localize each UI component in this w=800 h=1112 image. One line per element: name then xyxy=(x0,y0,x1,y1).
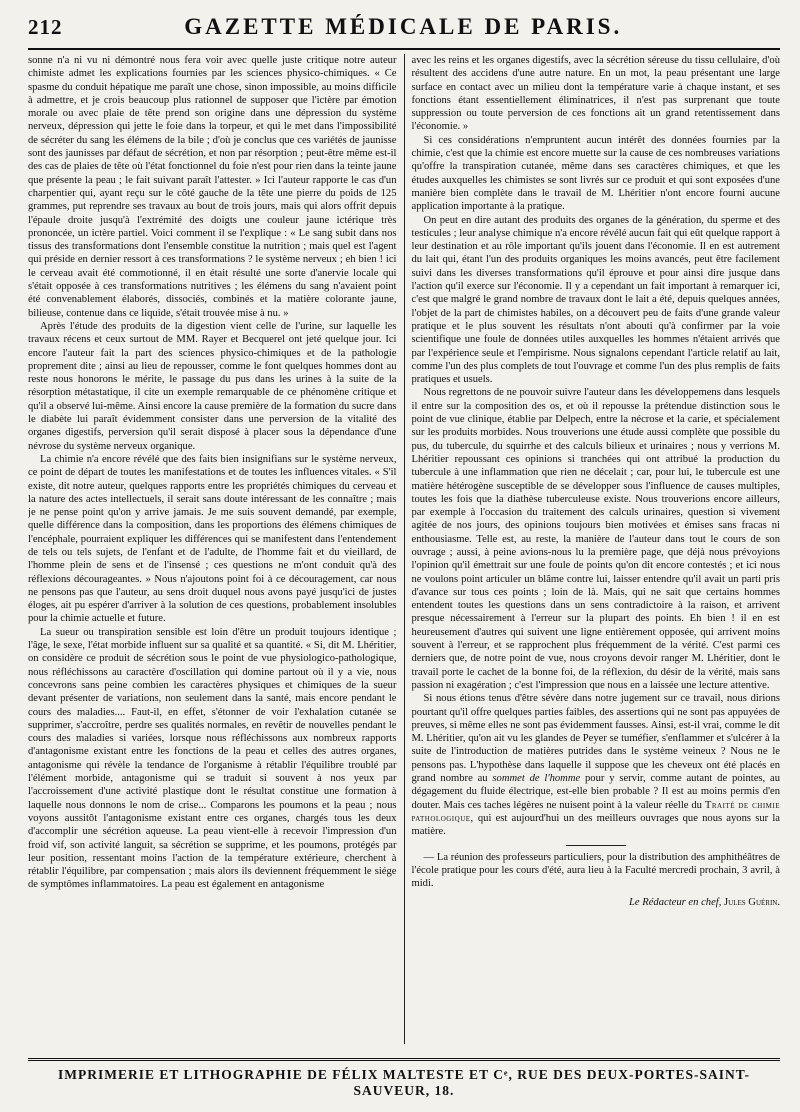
journal-title: GAZETTE MÉDICALE DE PARIS. xyxy=(184,14,623,39)
page-number: 212 xyxy=(28,15,63,39)
printer-imprint: IMPRIMERIE ET LITHOGRAPHIE DE FÉLIX MALTESTE ET Cᵉ, RUE DES DEUX-PORTES-SAINT-SAUVEUR, 18. xyxy=(28,1058,780,1099)
left-paragraph-4: La sueur ou transpiration sensible est loin d'être un produit toujours identique ; l'âge, le sexe, l'état morbide influent sur sa qualité et sa quantité. « Si, dit M. Lhéritier, on considère ce produit de sécrétion sous le point de vue physiologico-pathologique, nous réfléchissons au caractère d'oscillation qui domine partout où il y a vie, nous concevrons sans peine combien les caractères physiques et chimiques de la sueur devant présenter de variations, non seulement dans la santé, mais encore pendant le cours des maladies.... Faut-il, en effet, s'étonner de voir l'exhalation cutanée se supprimer, s'accroître, perdre ses qualités normales, en revêtir de nouvelles pendant le cours des maladies si variées, lorsque nous réfléchissons aux nombreux rapports d'antagonisme existant entre les fonctions de la peau et celles des autres organes, antagonisme qui révèle la tendance de l'organisme à rétablir l'équilibre troublé par l'élément morbide, antagonisme qui se traduit si souvent à nos yeux par l'accroissement d'une activité plastique dont le résultat constitue une formation à laquelle nous donnons le nom de crise... Comparons les poumons et la peau ; nous voyons aussitôt l'antagonisme existant entre ces organes, chargés tous les deux d'accomplir une sécrétion aqueuse. La peau vient-elle à recevoir l'impression d'un froid vif, son activité languit, sa sécrétion se supprime, et les poumons, protégés par leur position, ressentant moins l'action de la température extérieure, cherchent à rétablir l'équilibre, par compensation ; mais alors ils deviennent fréquemment le siége de symptômes inflammatoires. La peau est également en antagonisme xyxy=(28,626,397,891)
right-paragraph-4: Nous regrettons de ne pouvoir suivre l'auteur dans les développemens dans lesquels il entre sur la composition des os, et où il repousse la prétendue distinction sous le point de vue clinique, établie par Delpech, entre la nécrose et la carie, et spécialement sur les produits morbides. Nous trouverions une étude aussi complète que possible du pus, du tubercule, du squirrhe et des calculs bilieux et urinaires ; nous y verrions M. Lhéritier repoussant ces opinions si tranchées qui ont attribué la production du tubercule à une inflammation que rien ne décelait ; car, pour lui, le tubercule est une matière hétérogène susceptible de se développer sous l'influence de causes multiples, toutes les fois que la diathèse tuberculeuse existe. Nous trouverions encore ailleurs, par exemple à l'occasion du traitement des calculs urinaires, question si vivement agitée de nos jours, des opinions toujours bien motivées et émises sans fracas ni enthousiasme. Telle est, au reste, la manière de l'auteur dans tout le cours de son ouvrage ; aussi, à peine avions-nous lu la première page, que déjà nous prévoyions l'opinion qu'il émettrait sur une foule de points qu'on dit encore contestés ; et ici nous ne voulons point articuler un blâme contre lui, laisser entendre qu'il avait un parti pris d'avance sur tous ces points ; loin de là. Mais, qui ne sait que certains hommes entendent toutes les questions dans un sens contradictoire à la raison, et arrivent presque nécessairement à l'erreur sur la plupart des points. Eh bien ! il en est heureusement d'autres qui suivent une ligne entièrement opposée, qui arrivent moins souvent à l'erreur, et se rapprochent plus fréquemment de la vérité. C'est parmi ces derniers que, de notre point de vue, nous croyons devoir ranger M. Lhéritier, dont le travail porte le cachet de la bonne foi, de la réflexion, du désir de la vérité, mais sans passion ni exagération ; c'est l'impression que nous en a laissée une lecture attentive. xyxy=(411,387,780,691)
editor-signature xyxy=(412,896,781,909)
right-column xyxy=(405,54,781,1044)
right-paragraph-2: Si ces considérations n'empruntent aucun intérêt des données fournies par la chimie, c'est que la chimie est encore muette sur la cause de ces nombreuses variations qu'offre la transpiration cutanée, même dans ses caractères chimiques, et que les études auxquelles les chimistes se sont livrés sur ce produit et qui sont exposées d'une manière bien complète dans le travail de M. Lhéritier n'ont encore fourni aucune application importante à la pratique. xyxy=(411,134,780,213)
left-column xyxy=(28,54,405,1044)
paragraph-5-text-b: pour y servir, comme autant de pointes, au dégagement du fluide électrique, est-elle bien probable ? Il est au moins permis d'en douter. Mais ces taches légères ne nuisent point à la valeur réelle du xyxy=(411,773,780,811)
newspaper-page xyxy=(28,14,780,1104)
paragraph-5-text-a: Si nous étions tenus d'être sévère dans notre jugement sur ce travail, nous dirions pourtant qu'il offre quelques parties faibles, des assertions qui ne sont pas appuyées de preuves, si même elles ne sont pas évidemment fausses. Ainsi, est-il vrai, comme le dit M. Lhéritier, qu'on ait vu les glandes de Peyer se tuméfier, s'enflammer et s'ulcérer à la suite de l'introduction de matières putrides dans le système veineux ? Nous ne le pensons pas. L'hypothèse dans laquelle il suppose que les cheveux ont été placés en grand nombre au xyxy=(411,693,780,785)
meeting-notice: — La réunion des professeurs particuliers, pour la distribution des amphithéâtres de l'école pratique pour les cours d'été, aura lieu à la Faculté mercredi prochain, 3 avril, à midi. xyxy=(411,851,780,890)
book-title: Traité de chimie pathologique, xyxy=(411,799,780,824)
paragraph-5-emphasis: sommet de l'homme xyxy=(492,773,581,785)
left-paragraph-3: La chimie n'a encore révélé que des faits bien insignifians sur le système nerveux, ce point de départ de toutes les manifestations et de toutes les influences vitales. « S'il existe, dit notre auteur, quelques rapports entre les propriétés chimiques du cerveau et la nature des actes intellectuels, il serait sans doute intéressant de les connaître ; mais je ne pense point qu'on y arrive jamais. Je me suis souvent demandé, par exemple, quelle différence dans la composition, dans les proportions des élémens chimiques de l'encéphale, pourraient expliquer les différences qui se manifestent dans l'entendement de tels ou tels sujets, de l'enfant et de l'adulte, de l'homme fait et du vieillard, de l'homme plein de sens et de l'insensé ; ces questions ne m'ont conduit qu'à des réflexions décourageantes. » Nous n'ajoutons point foi à ce découragement, car nous ne pensons pas que l'auteur, au sens droit duquel nous avons payé jusqu'ici de justes éloges, ait pu espérer d'arriver à la solution de ces questions, probablement insolubles pour la chimie actuelle et future. xyxy=(28,453,397,625)
left-paragraph-2: Après l'étude des produits de la digestion vient celle de l'urine, sur laquelle les travaux récens et ceux surtout de MM. Rayer et Becquerel ont jeté quelque jour. Ici encore l'auteur fait la part des sciences physico-chimiques et de la pathologie proprement dite ; ainsi au lieu de repousser, comme le font quelques hommes dont au reste nous honorons le mérite, le passage du pus dans les urines à la suite de la résorption métastatique, il cite un exemple remarquable de ce phénomène critique et qu'il a observé lui-même. Ainsi encore la cause première de la formation du sucre dans le diabète lui paraît évidemment consister dans une perversion de la vitalité des organes digestifs, perversion qu'il serait disposé à placer sous la dépendance d'une névrose du système nerveux organique. xyxy=(28,320,397,452)
signature-name: Jules Guérin. xyxy=(724,897,780,909)
section-divider xyxy=(566,845,626,846)
page-header xyxy=(28,14,780,50)
article-columns xyxy=(28,54,780,1044)
right-paragraph-1: avec les reins et les organes digestifs, avec la sécrétion séreuse du tissu cellulaire, d'où résultent des accidens d'une autre nature. En un mot, la peau présentant une large surface en contact avec un milieu dont la température varie à chaque instant, et ses fonctions étant essentiellement éliminatrices, il n'est pas surprenant que toute suppression ou toute perversion de ces fonctions ait un grand retentissement dans l'économie. » xyxy=(411,55,780,133)
right-paragraph-3: On peut en dire autant des produits des organes de la génération, du sperme et des testicules ; leur analyse chimique n'a encore révélé aucun fait qui eût quelque rapport à leur destination et au rôle important qu'ils jouent dans l'économie. Il en est autrement du lait qui, étant l'un des produits organiques les moins avancés, peut être facilement suivi dans les diverses transformations qu'il éprouve et pour ainsi dire jusque dans l'action qu'il exerce sur l'économie. Il y a cependant un fait important à remarquer ici, c'est que malgré le grand nombre de travaux dont le lait a été, depuis quelques années, l'objet de la part de chimistes habiles, on a découvert peu de faits d'une grande valeur pratique et le plus souvent les résultats n'ont abouti qu'à confirmer par la voie scientifique une foule de données utiles auxquelles les hommes n'étaient arrivés que par l'expérience seule et l'empirisme. Nous signalons cependant l'article relatif au lait, comme l'un des plus complets de tout l'ouvrage et comme l'un des plus remplis de faits pratiques et usuels. xyxy=(411,214,780,386)
signature-role: Le Rédacteur en chef, xyxy=(629,897,722,909)
right-paragraph-5 xyxy=(412,692,781,838)
left-paragraph-1: sonne n'a ni vu ni démontré nous fera voir avec quelle juste critique notre auteur chimiste admet les explications fournies par les sciences physico-chimiques. « Ce spasme du conduit hépatique me paraît une chose, sinon impossible, au moins difficile à admettre, et je crois beaucoup plus rationnel de supposer que l'ictère par émotion morale ou avec plaie de tête prend son origine dans une dépression du système nerveux, dépression qui jette le foie dans la torpeur, et qui le met dans l'impossibilité de sécréter du sang les élémens de la bile ; d'où je conclus que ces variétés de jaunisse sont des jaunisses par défaut de sécrétion, et non par résorption ; peut-être même est-il des cas de plaies de tête où l'état fonctionnel du foie n'est pour rien dans la teinte jaune que présente la peau ; le fait suivant paraît l'attester. » Ici l'auteur rapporte le cas d'un charpentier qui, ayant reçu sur le côté gauche de la tête une pierre du poids de 125 grammes, put reprendre ses travaux au bout de trois jours, mais qui alors offrit depuis l'épaule droite jusqu'à l'extrémité des doigts une couleur jaune ictérique très prononcée, un ictère partiel. Voici comment il se l'explique : « Le sang subit dans nos tissus des transformations dont l'ensemble constitue la nutrition ; mais quel est l'agent qui préside en dernier ressort à ces transformations ? le système nerveux ; eh bien ! ici le cerveau avait été commotionné, il en était résulté une sorte d'anervie locale qui s'était opposée à ces transformations nutritives ; les élémens du sang n'avaient point été convenablement élaborés, dissociés, combinés et la matière colorante jaune, bilieuse, contenue dans ce liquide, s'était trouvée mise à nu. » xyxy=(28,55,397,319)
paragraph-5-text-c: qui est aujourd'hui un des meilleurs ouvrages que nous ayons sur la matière. xyxy=(411,812,780,838)
